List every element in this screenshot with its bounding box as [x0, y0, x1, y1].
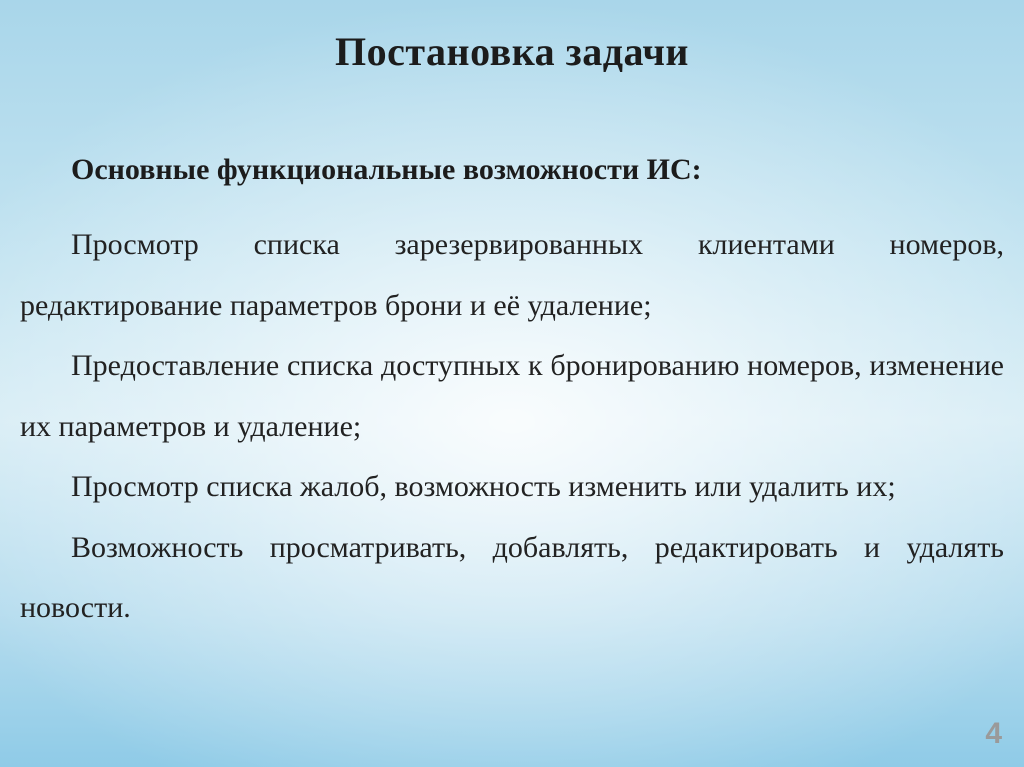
list-item	[20, 336, 1004, 457]
list-item	[20, 518, 1004, 639]
slide-subtitle: Основные функциональные возможности ИС:	[71, 153, 702, 186]
slide-title: Постановка задачи	[335, 29, 689, 74]
list-item-text: Просмотр списка жалоб, возможность изменить или удалить их;	[71, 470, 896, 503]
list-item-text: Возможность просматривать, добавлять, редактировать и удалять новости.	[20, 530, 1004, 624]
feature-list	[20, 215, 1004, 639]
page-number: 4	[985, 717, 1002, 750]
list-item	[20, 215, 1004, 336]
list-item-text: Просмотр списка зарезервированных клиентами номеров, редактирование параметров брони и её удаление;	[20, 228, 1004, 322]
list-item-text: Предоставление списка доступных к бронированию номеров, изменение их параметров и удаление;	[20, 349, 1004, 443]
list-item	[20, 457, 1004, 518]
